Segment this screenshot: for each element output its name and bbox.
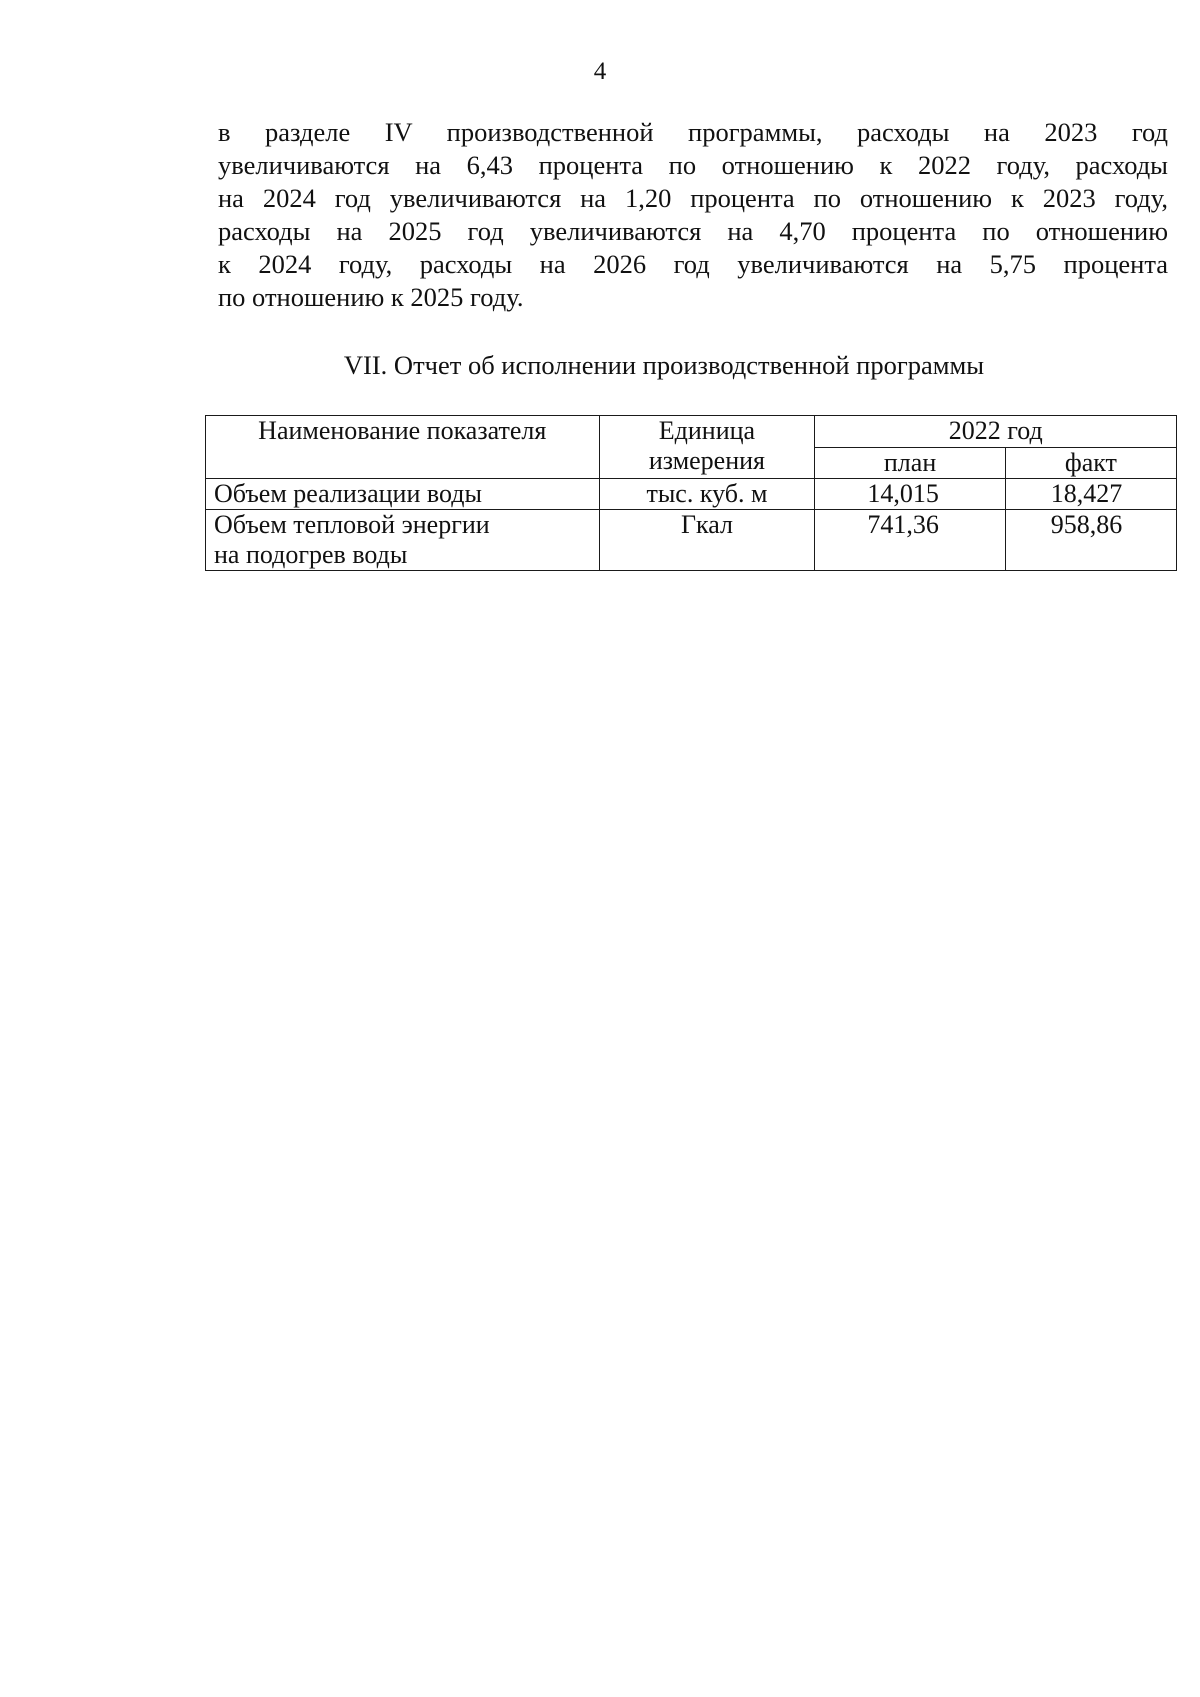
report-table [205, 415, 1177, 571]
row-name [206, 510, 600, 571]
header-fact: факт [1005, 448, 1176, 479]
row-unit: Гкал [599, 510, 815, 571]
row-name [206, 479, 600, 510]
table-header-row [206, 416, 1177, 448]
paragraph-line: расходы на 2025 год увеличиваются на 4,70 процента по отношению [218, 216, 1168, 246]
row-unit: тыс. куб. м [599, 479, 815, 510]
header-year: 2022 год [815, 416, 1177, 448]
header-name: Наименование показателя [206, 416, 600, 479]
row-fact: 18,427 [1005, 479, 1176, 510]
table-row [206, 510, 1177, 571]
paragraph-line: к 2024 году, расходы на 2026 год увеличиваются на 5,75 процента [218, 249, 1168, 279]
header-plan: план [815, 448, 1005, 479]
paragraph [218, 116, 1168, 314]
row-name-line: Объем тепловой энергии [214, 510, 490, 539]
row-plan: 14,015 [815, 479, 1005, 510]
row-name-line: на подогрев воды [214, 540, 408, 569]
page-number: 4 [593, 58, 607, 85]
paragraph-line: на 2024 год увеличиваются на 1,20 процента по отношению к 2023 году, [218, 183, 1168, 213]
header-unit-line: измерения [648, 446, 766, 475]
table-row [206, 479, 1177, 510]
header-unit-line: Единица [658, 416, 756, 445]
paragraph-line: по отношению к 2025 году. [218, 282, 524, 312]
header-unit [599, 416, 815, 479]
row-fact: 958,86 [1005, 510, 1176, 571]
row-name-line: Объем реализации воды [214, 479, 482, 508]
paragraph-line: увеличиваются на 6,43 процента по отношению к 2022 году, расходы [218, 150, 1168, 180]
row-plan: 741,36 [815, 510, 1005, 571]
paragraph-line: в разделе IV производственной программы, расходы на 2023 год [218, 117, 1168, 147]
section-heading: VII. Отчет об исполнении производственной программы [343, 350, 985, 380]
